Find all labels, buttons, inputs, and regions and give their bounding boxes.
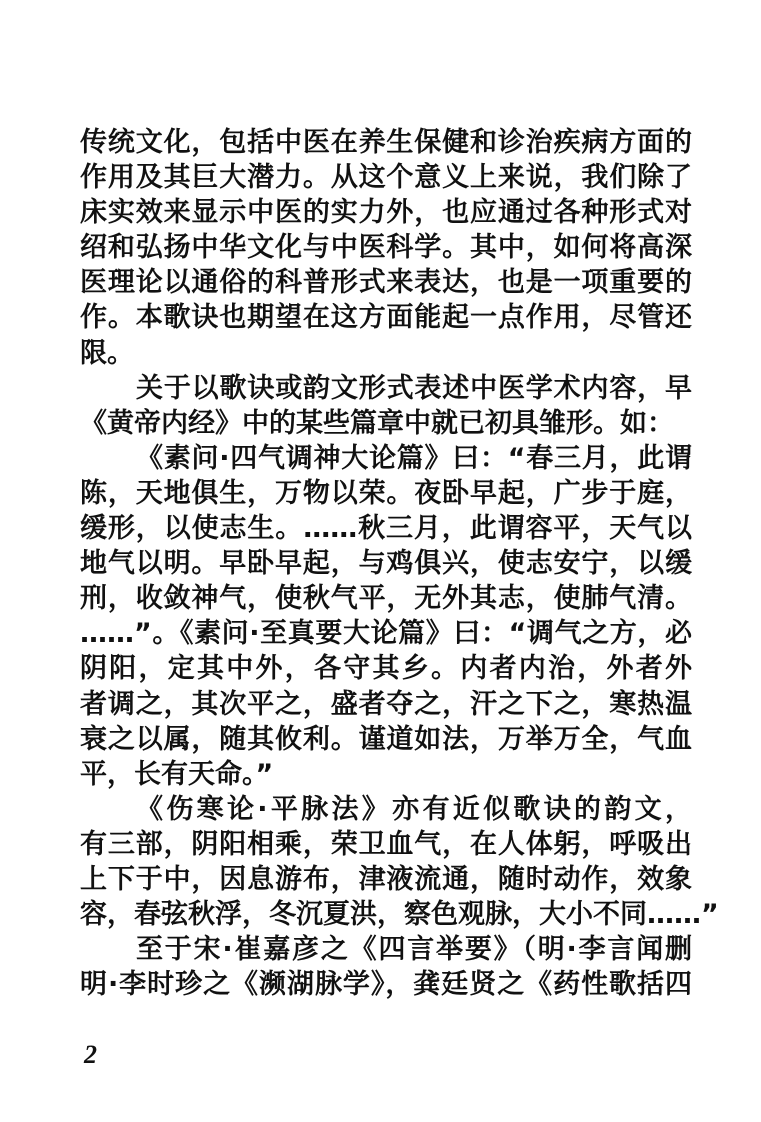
text-line: 阴阳，定其中外，各守其乡。内者内治，外者外 [80,653,692,685]
text-line: 绍和弘扬中华文化与中医科学。其中，如何将高深 [80,232,692,264]
paragraph-start-line: 《素问·四气调神大论篇》曰：“春三月，此谓 [136,442,692,474]
paragraph-start-line: 至于宋·崔嘉彦之《四言举要》（明·李言闻删 [136,934,692,966]
text-line: 传统文化，包括中医在养生保健和诊治疾病方面的 [80,127,692,158]
text-line: 明·李时珍之《濒湖脉学》，龚廷贤之《药性歌括四 [80,969,692,1001]
text-line: 缓形，以使志生。……秋三月，此谓容平，天气以 [80,513,692,545]
text-line: 容，春弦秋浮，冬沉夏洪，察色观脉，大小不同……” [80,899,719,931]
text-line: 有三部，阴阳相乘，荣卫血气，在人体躬，呼吸出 [80,828,692,860]
paragraph-start-line: 关于以歌诀或韵文形式表述中医学术内容，早 [136,372,692,404]
text-line: 陈，天地俱生，万物以荣。夜卧早起，广步于庭， [80,477,692,509]
text-line: 限。 [80,337,134,369]
text-line: 衰之以属，随其攸利。谨道如法，万举万全，气血 [80,723,692,755]
page-number: 2 [84,1040,97,1069]
text-line: 刑，收敛神气，使秋气平，无外其志，使肺气清。 [80,583,692,615]
text-line: 床实效来显示中医的实力外，也应通过各种形式对 [80,197,692,229]
text-line: 《黄帝内经》中的某些篇章中就已初具雏形。如： [80,407,674,439]
text-line: 者调之，其次平之，盛者夺之，汗之下之，寒热温 [80,688,692,720]
text-line: ……”。《素问·至真要大论篇》曰：“调气之方，必 [80,618,692,650]
text-line: 作用及其巨大潜力。从这个意义上来说，我们除了 [80,162,692,194]
body-text [80,125,719,1002]
text-line: 作。本歌诀也期望在这方面能起一点作用，尽管还 [80,302,692,334]
text-line: 平，长有天命。” [80,758,274,790]
text-line: 地气以明。早卧早起，与鸡俱兴，使志安宁，以缓 [80,548,692,580]
text-line: 医理论以通俗的科普形式来表达，也是一项重要的 [80,267,692,299]
text-line: 上下于中，因息游布，津液流通，随时动作，效象 [80,863,692,895]
paragraph-start-line: 《伤寒论·平脉法》亦有近似歌诀的韵文， [136,793,692,825]
